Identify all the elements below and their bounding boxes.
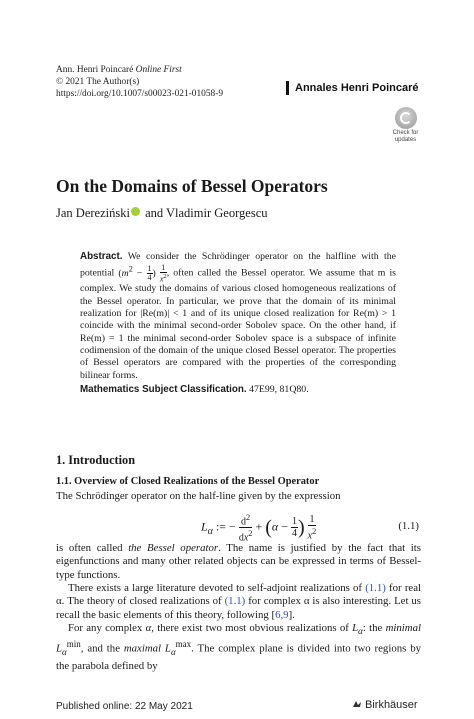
equation-1-1 xyxy=(56,508,421,546)
copyright-line: © 2021 The Author(s) xyxy=(56,77,140,87)
body-paragraph: There exists a large literature devoted to self-adjoint realizations of (1.1) for real α. The theory of closed realizations of (1.1) for complex α is also interesting. Let us recall the basic elements of this theory, following [6,9]. xyxy=(56,582,421,621)
journal-badge: Annales Henri Poincaré xyxy=(286,81,425,95)
author-name: and Vladimir Georgescu xyxy=(145,206,268,220)
author-name: Jan Dereziński xyxy=(56,206,130,220)
equation-number: (1.1) xyxy=(398,520,419,532)
paper-title: On the Domains of Bessel Operators xyxy=(56,176,328,196)
intro-paragraph: The Schrödinger operator on the half-line given by the expression xyxy=(56,490,341,502)
check-for-updates-button[interactable] xyxy=(391,107,420,143)
equation-reference-link[interactable]: (1.1) xyxy=(224,595,246,608)
orcid-icon[interactable] xyxy=(131,207,140,216)
author-list xyxy=(56,206,268,221)
citation-link[interactable]: 6,9 xyxy=(275,608,289,621)
publication-date: Published online: 22 May 2021 xyxy=(56,701,193,712)
abstract-label: Abstract. xyxy=(80,251,123,262)
subsection-heading: 1.1. Overview of Closed Realizations of the Bessel Operator xyxy=(56,476,320,487)
body-paragraph: For any complex α, there exist two most obvious realizations of $L_\alpha$: the minimal $L_\alpha^{min}$, and the maximal $L_\alpha^{max}$. The complex plane is divided into two regions by the parabola defined by xyxy=(56,622,421,672)
abstract-text: , often called the Bessel operator. We assume that m is complex. We study the domains of various closed homogeneous realizations of the Bessel operator. In particular, we prove that the domain of its minimal realization for |Re(m)| < 1 and of its unique closed realization for Re(m) > 1 coincide with the minimal second-order Sobolev space. On the other hand, if Re(m) = 1 the minimal second-order Sobolev space is a subspace of infinite codimension of the domain of the unique closed Bessel operator. The properties of Bessel operators are compared with the properties of the corresponding bilinear forms. xyxy=(80,267,396,381)
birkhauser-bird-icon xyxy=(352,699,362,709)
journal-citation: Ann. Henri Poincaré Online First xyxy=(56,65,182,75)
abstract xyxy=(80,251,396,382)
publisher-name: Birkhäuser xyxy=(365,699,418,711)
equation-reference-link[interactable]: (1.1) xyxy=(365,582,386,594)
article-header xyxy=(56,64,223,100)
check-for-updates-label: Check for updates xyxy=(392,130,419,143)
doi-link[interactable]: https://doi.org/10.1007/s00023-021-01058-9 xyxy=(56,89,224,99)
section-heading: 1. Introduction xyxy=(56,453,136,467)
publisher-logo xyxy=(352,699,418,711)
msc-classification xyxy=(80,384,309,395)
check-for-updates-icon xyxy=(395,107,417,129)
equation-formula: $L_\alpha$ := − $\frac{d^2}{dx^2}$ + (α − $\frac{1}{4}$ ) $\frac{1}{x^2}$ xyxy=(201,513,317,544)
msc-label: Mathematics Subject Classification. xyxy=(80,384,247,395)
potential-formula: ($m^2$ − $\frac{1}{4}$ ) $\frac{1}{x^2}$ xyxy=(118,262,167,284)
body-paragraph: is often called the Bessel operator. The name is justified by the fact that its eigenfunctions and many other related objects can be expressed in terms of Bessel-type functions. xyxy=(56,542,421,581)
abstract-text: We consider the Schrödinger operator on the halfline with the potential xyxy=(80,251,397,279)
msc-value: 47E99, 81Q80. xyxy=(249,384,309,395)
